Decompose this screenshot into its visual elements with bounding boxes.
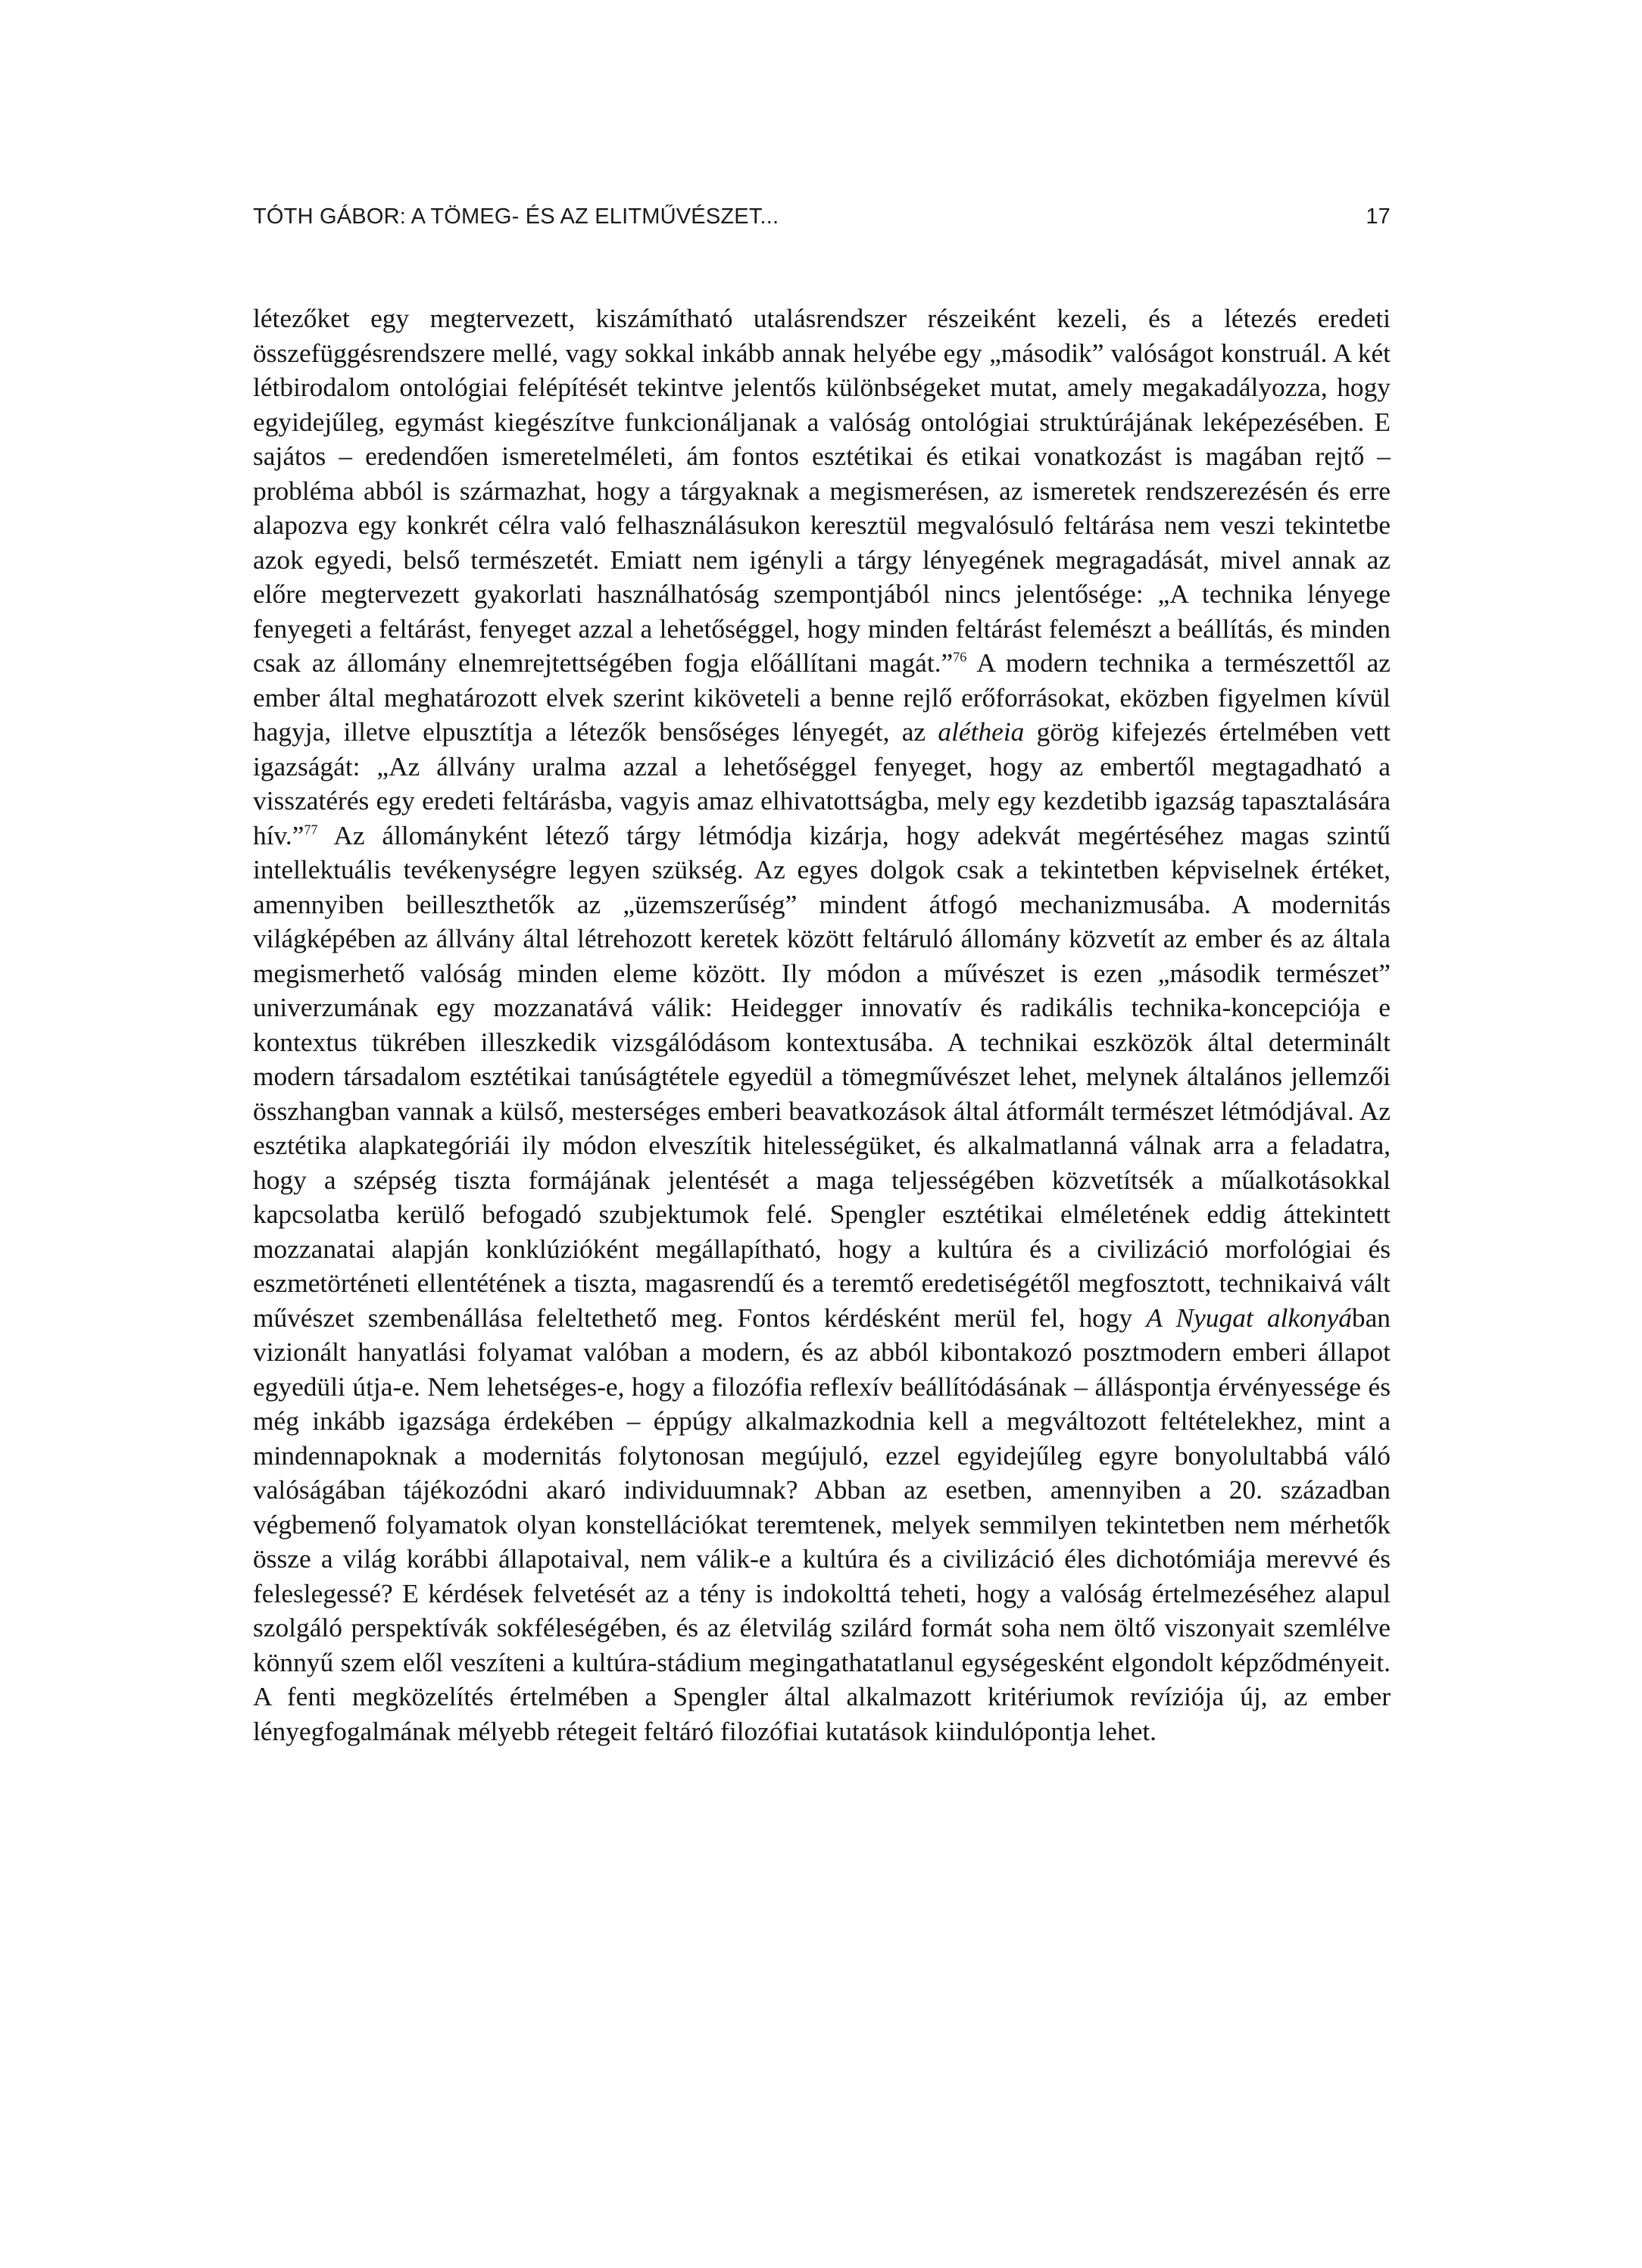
running-title: TÓTH GÁBOR: A TÖMEG- ÉS AZ ELITMŰVÉSZET... [253, 204, 779, 229]
greek-term: alétheia [938, 716, 1025, 747]
book-title: A Nyugat alkonyá [1146, 1302, 1352, 1333]
text-segment: A modern technika a természettől az ember által meghatározott elvek szerint kiköveteli a benne rejlő erőforrásokat, eközben figyelmen kívül hagyja, illetve elpusztítja a létezők bensőséges lényegét, az [253, 647, 1391, 747]
text-segment: létezőket egy megtervezett, kiszámítható utalásrendszer részeiként kezeli, és a létezés eredeti összefüggésrendszere mellé, vagy sokkal inkább annak helyébe egy „második” valóságot konstruál. A két létbirodalom ontológiai felépítését tekintve jelentős különbségeket mutat, amely megakadályozza, hogy egyidejűleg, egymást kiegészítve funkcionáljanak a valóság ontológiai struktúrájának leképezésében. E sajátos – eredendően ismeretelméleti, ám fontos esztétikai és etikai vonatkozást is magában rejtő – probléma abból is származhat, hogy a tárgyaknak a megismerésen, az ismeretek rendszerezésén és erre alapozva egy konkrét célra való felhasználásukon keresztül megvalósuló feltárása nem veszi tekintetbe azok egyedi, belső természetét. Emiatt nem igényli a tárgy lényegének megragadását, mivel annak az előre megtervezett gyakorlati használhatóság szempontjából nincs jelentősége: „A technika lényege fenyegeti a feltárást, fenyeget azzal a lehetőséggel, hogy minden feltárást felemészt a beállítás, és minden csak az állomány elnemrejtettségében fogja előállítani magát.” [253, 303, 1391, 678]
footnote-ref-76[interactable]: 76 [953, 649, 967, 665]
body-paragraph [253, 301, 1391, 1749]
text-segment: ban vizionált hanyatlási folyamat valóban a modern, és az abból kibontakozó posztmodern emberi állapot egyedüli útja-e. Nem lehetséges-e, hogy a filozófia reflexív beállítódásának – álláspontja érvényessége és még inkább igazsága érdekében – éppúgy alkalmazkodnia kell a megváltozott feltételekhez, mint a mindennapoknak a modernitás folytonosan megújuló, ezzel egyidejűleg egyre bonyolultabbá váló valóságában tájékozódni akaró individuumnak? Abban az esetben, amennyiben a 20. században végbemenő folyamatok olyan konstellációkat teremtenek, melyek semmilyen tekintetben nem mérhetők össze a világ korábbi állapotaival, nem válik-e a kultúra és a civilizáció éles dichotómiája merevvé és feleslegessé? E kérdések felvetését az a tény is indokolttá teheti, hogy a valóság értelmezéséhez alapul szolgáló perspektívák sokféleségében, és az életvilág szilárd formát soha nem öltő viszonyait szemlélve könnyű szem elől veszíteni a kultúra-stádium megingathatatlanul egységesként elgondolt képződményeit. A fenti megközelítés értelmében a Spengler által alkalmazott kritériumok revíziója új, az ember lényegfogalmának mélyebb rétegeit feltáró filozófiai kutatások kiindulópontja lehet. [253, 1302, 1391, 1746]
page-number: 17 [1366, 204, 1391, 229]
footnote-ref-77[interactable]: 77 [304, 822, 318, 837]
text-segment: Az állományként létező tárgy létmódja kizárja, hogy adekvát megértéséhez magas szintű intellektuális tevékenységre legyen szükség. Az egyes dolgok csak a tekintetben képviselnek értéket, amennyiben beilleszthetők az „üzemszerűség” mindent átfogó mechanizmusába. A modernitás világképében az állvány által létrehozott keretek között feltáruló állomány közvetít az ember és az általa megismerhető valóság minden eleme között. Ily módon a művészet is ezen „második természet” univerzumának egy mozzanatává válik: Heidegger innovatív és radikális technika-koncepciója e kontextus tükrében illeszkedik vizsgálódásom kontextusába. A technikai eszközök által determinált modern társadalom esztétikai tanúságtétele egyedül a tömegművészet lehet, melynek általános jellemzői összhangban vannak a külső, mesterséges emberi beavatkozások által átformált természet létmódjával. Az esztétika alapkategóriái ily módon elveszítik hitelességüket, és alkalmatlanná válnak arra a feladatra, hogy a szépség tiszta formájának jelentését a maga teljességében közvetítsék a műalkotásokkal kapcsolatba kerülő befogadó szubjektumok felé. Spengler esztétikai elméletének eddig áttekintett mozzanatai alapján konklúzióként megállapítható, hogy a kultúra és a civilizáció morfológiai és eszmetörténeti ellentétének a tiszta, magasrendű és a teremtő eredetiségétől megfosztott, technikaivá vált művészet szembenállása feleltethető meg. Fontos kérdésként merül fel, hogy [253, 819, 1391, 1333]
running-header [253, 204, 1391, 235]
main-text-block [253, 301, 1391, 1749]
text-segment: görög kifejezés értelmében vett igazságát: „Az állvány uralma azzal a lehetőséggel fenyeget, hogy az embertől megtagadható a visszatérés egy eredeti feltárásba, vagyis amaz elhivatottságba, mely egy kezdetibb igazság tapasztalására hív.” [253, 716, 1391, 850]
